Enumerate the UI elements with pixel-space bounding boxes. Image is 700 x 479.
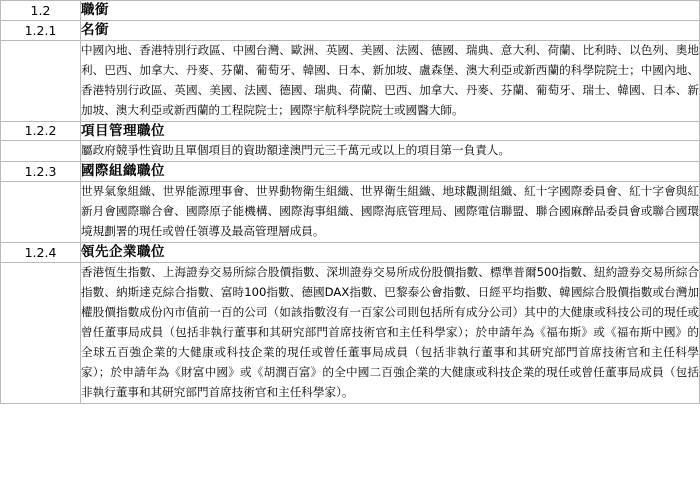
row-title: 項目管理職位 [81, 121, 700, 141]
row-number-blank [1, 262, 81, 403]
row-title: 名銜 [81, 20, 700, 40]
row-body-text: 香港恆生指數、上海證券交易所綜合股價指數、深圳證券交易所成份股價指數、標準普爾500指數、紐約證券交易所綜合指數、納斯達克綜合指數、富時100指數、德國DAX指數、巴黎泰公會指數、日經平均指數、韓國綜合股價指數或台灣加權股價指數成份內市值前一百的公司（如該指數沒有一百家公司則包括所有成分公司）其中的大健康或科技公司的現任或曾任董事局成員（包括非執行董事和其研究部門首席技術官和主任科學家）；於申請年為《福布斯》或《福布斯中國》的全球五百強企業的大健康或科技企業的現任或曾任董事局成員（包括非執行董事和其研究部門首席技術官和主任科學家）；於申請年為《財富中國》或《胡潤百富》的全中國二百強企業的大健康或科技企業的現任或曾任董事局成員（包括非執行董事和其研究部門首席技術官和主任科學家）。 [81, 262, 700, 403]
table-row [1, 20, 700, 40]
row-body-text: 中國內地、香港特別行政區、中國台灣、歐洲、英國、美國、法國、德國、瑞典、意大利、荷蘭、比利時、以色列、奧地利、巴西、加拿大、丹麥、芬蘭、葡萄牙、韓國、日本、新加坡、盧森堡、澳大利亞或新西蘭的科學院院士；中國內地、香港特別行政區、英國、美國、法國、德國、瑞典、荷蘭、巴西、加拿大、丹麥、芬蘭、葡萄牙、瑞士、韓國、日本、新加坡、澳大利亞或新西蘭的工程院院士；國際宇航科學院院士或國醫大師。 [81, 40, 700, 121]
table-row [1, 1, 700, 21]
table-row [1, 121, 700, 141]
row-number: 1.2.4 [1, 243, 81, 263]
row-number: 1.2.1 [1, 20, 81, 40]
row-title: 領先企業職位 [81, 243, 700, 263]
row-title: 職銜 [81, 1, 700, 21]
table-row-body [1, 262, 700, 403]
table-row-body [1, 40, 700, 121]
table-row-body [1, 141, 700, 162]
table-row [1, 162, 700, 182]
table-row-body [1, 182, 700, 243]
table-row [1, 243, 700, 263]
table-body [1, 1, 700, 404]
row-title: 國際組織職位 [81, 162, 700, 182]
row-number: 1.2.2 [1, 121, 81, 141]
row-number-blank [1, 182, 81, 243]
row-body-text: 世界氣象組織、世界能源理事會、世界動物衛生組織、世界衛生組織、地球觀測組織、紅十字國際委員會、紅十字會與紅新月會國際聯合會、國際原子能機構、國際海事組織、國際海底管理局、國際電信聯盟、聯合國麻醉品委員會或聯合國環境規劃署的現任或曾任領導及最高管理層成員。 [81, 182, 700, 243]
row-number: 1.2.3 [1, 162, 81, 182]
row-number-blank [1, 141, 81, 162]
row-number: 1.2 [1, 1, 81, 21]
row-number-blank [1, 40, 81, 121]
row-body-text: 屬政府競爭性資助且單個項目的資助額達澳門元三千萬元或以上的項目第一負責人。 [81, 141, 700, 162]
